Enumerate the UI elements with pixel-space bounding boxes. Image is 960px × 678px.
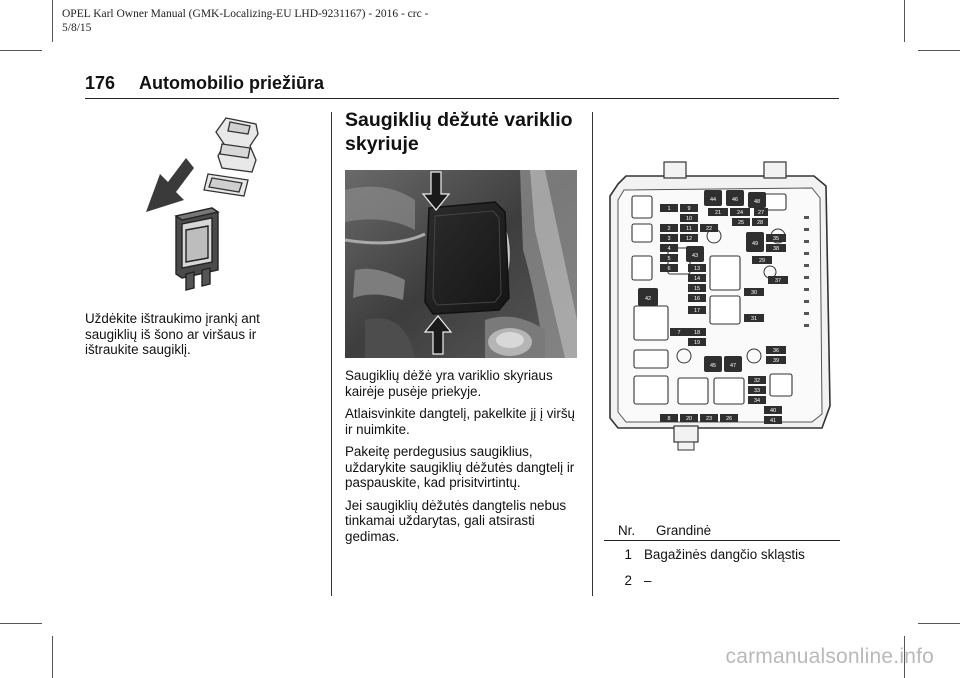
fuse-puller-illustration	[138, 112, 288, 294]
fuse-label: 15	[693, 286, 701, 292]
fuse-label: 25	[737, 220, 745, 226]
crop-mark	[918, 50, 960, 51]
crop-mark	[0, 50, 42, 51]
watermark: carmanualsonline.info	[725, 645, 934, 668]
fuse-label: 30	[750, 290, 758, 296]
paragraph: Pakeitę perdegusius saugiklius, uždarykite saugiklių dėžutės dangtelį ir paspauskite, kad prisitvirtintų.	[345, 444, 575, 490]
fuse-label: 32	[753, 378, 761, 384]
fuse-table	[604, 518, 840, 593]
fuse-puller-caption: Uždėkite ištraukimo įrankį ant saugiklių iš šono ar viršaus ir ištraukite saugiklį.	[85, 311, 260, 357]
fuse-label: 38	[772, 246, 780, 252]
section-title: Saugiklių dėžutė variklio skyriuje	[345, 109, 573, 155]
page-title: Automobilio priežiūra	[139, 73, 325, 93]
fuse-label: 2	[667, 226, 671, 232]
column-header-nr: Nr.	[618, 523, 636, 538]
meta-date: 5/8/15	[62, 22, 92, 34]
fuse-label: 45	[709, 363, 717, 369]
fuse-label: 34	[753, 398, 761, 404]
fuse-label: 19	[693, 340, 701, 346]
fuse-label: 3	[667, 236, 671, 242]
fuse-label: 12	[685, 236, 693, 242]
fuse-box-diagram	[604, 156, 836, 456]
fuse-label: 33	[753, 388, 761, 394]
crop-mark	[52, 0, 53, 42]
fuse-label: 7	[677, 330, 681, 336]
fuse-label: 9	[687, 206, 691, 212]
fuse-label: 29	[758, 258, 766, 264]
crop-mark	[904, 0, 905, 42]
fuse-label: 21	[714, 210, 722, 216]
fuse-label: 20	[685, 416, 693, 422]
fuse-label: 40	[769, 408, 777, 414]
column-divider	[592, 112, 593, 596]
fuse-number: 1	[624, 546, 632, 562]
fuse-label: 6	[667, 266, 671, 272]
page-heading	[85, 73, 324, 94]
fuse-label: 22	[705, 226, 713, 232]
fuse-label: 43	[691, 253, 699, 259]
crop-mark	[0, 623, 42, 624]
fuse-label: 18	[693, 330, 701, 336]
fuse-label: 26	[725, 416, 733, 422]
fuse-label: 44	[709, 197, 717, 203]
fuse-label: 28	[756, 220, 764, 226]
fuse-label: 41	[769, 418, 777, 424]
fuse-label: 48	[753, 199, 761, 205]
fuse-circuit: Bagažinės dangčio skląstis	[644, 546, 805, 562]
fuse-label: 4	[667, 246, 671, 252]
table-header	[604, 518, 840, 541]
insert-arrow-icon	[146, 158, 194, 212]
paragraph: Saugiklių dėžė yra variklio skyriaus kairėje pusėje priekyje.	[345, 368, 553, 399]
fuse-circuit: –	[644, 572, 652, 588]
fuse-label: 8	[667, 416, 671, 422]
engine-bay-photo	[345, 170, 577, 358]
fuse-label: 24	[736, 210, 744, 216]
fuse-label: 42	[644, 296, 652, 302]
paragraph: Atlaisvinkite dangtelį, pakelkite jį į viršų ir nuimkite.	[345, 406, 575, 437]
fuse-label: 37	[774, 278, 782, 284]
fuse-label: 47	[729, 363, 737, 369]
fuse-label: 14	[693, 276, 701, 282]
crop-mark	[918, 623, 960, 624]
meta-line: OPEL Karl Owner Manual (GMK-Localizing-EU LHD-9231167) - 2016 - crc -	[62, 8, 429, 20]
fuse-label: 16	[693, 296, 701, 302]
table-row	[604, 541, 840, 567]
heading-divider	[85, 98, 839, 99]
fuse-label: 1	[667, 206, 671, 212]
fuse-label: 13	[693, 266, 701, 272]
fuse-label: 36	[772, 348, 780, 354]
fuse-label: 35	[772, 236, 780, 242]
fuse-label: 31	[750, 316, 758, 322]
fuse-label: 11	[686, 226, 692, 232]
fuse-label: 5	[667, 256, 671, 262]
fuse-label: 23	[705, 416, 713, 422]
paragraph: Jei saugiklių dėžutės dangtelis nebus tinkamai uždarytas, gali atsirasti gedimas.	[345, 497, 567, 544]
page-number: 176	[85, 73, 116, 93]
fuse-label: 17	[693, 308, 701, 314]
fuse-label: 39	[772, 358, 780, 364]
fuse-label: 27	[757, 210, 765, 216]
fuse-number: 2	[624, 572, 632, 588]
table-row	[604, 567, 840, 593]
column-divider	[331, 112, 332, 596]
instructions	[345, 368, 580, 551]
column-header-circuit: Grandinė	[656, 523, 712, 538]
fuse-label: 10	[685, 216, 693, 222]
crop-mark	[52, 636, 53, 678]
document-meta	[62, 7, 522, 35]
fuse-label: 46	[731, 197, 739, 203]
fuse-label: 49	[751, 241, 759, 247]
